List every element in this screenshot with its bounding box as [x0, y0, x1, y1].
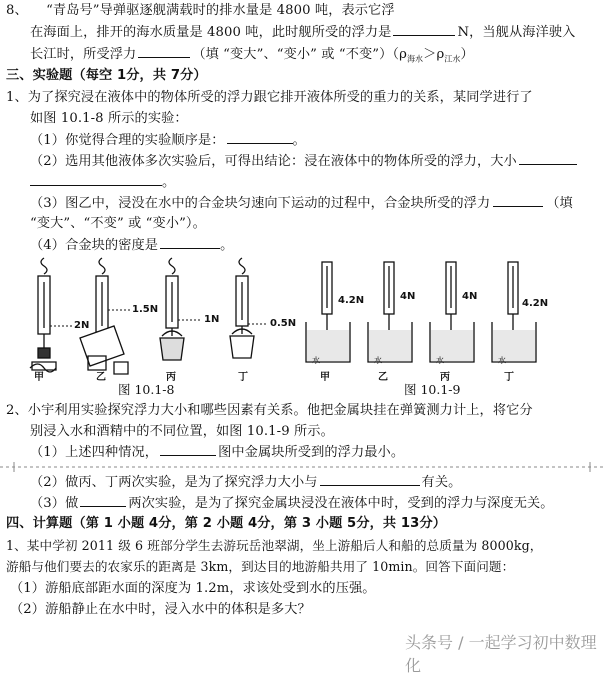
exp1-q1: （1）你觉得合理的实验顺序是： 。 [30, 133, 306, 148]
section-title-calculation: 四、计算题（第 1 小题 4分，第 2 小题 4分，第 3 小题 5分，共 13分） [6, 516, 447, 531]
exp2-q2: （2）做丙、丁两次实验，是为了探究浮力大小与 有关。 [30, 475, 462, 490]
exp2-q1: （1）上述四种情况， 图中金属块所受到的浮力最小。 [30, 445, 405, 460]
reading-jia: 2N [74, 320, 90, 331]
reading-bing: 1N [204, 314, 220, 325]
liquid-yi: 水 [374, 356, 382, 365]
figure-caption-10-1-9: 图 10.1-9 [404, 382, 461, 397]
answer-blank[interactable] [80, 494, 126, 507]
answer-blank[interactable] [30, 173, 162, 186]
answer-blank[interactable] [393, 23, 455, 36]
answer-blank[interactable] [320, 473, 420, 486]
label-fig2-bing: 丙 [440, 372, 450, 383]
watermark-text: 头条号 / 一起学习初中数理化 [405, 633, 597, 675]
answer-blank[interactable] [160, 443, 216, 456]
exp1-q3: （3）图乙中，浸没在水中的合金块匀速向下运动的过程中，合金块所受的浮力 （填 [30, 196, 573, 211]
label-jia: 甲 [34, 372, 44, 383]
label-fig2-jia: 甲 [320, 372, 330, 383]
reading-yi: 1.5N [132, 304, 159, 315]
page-break-divider [0, 462, 605, 472]
calc1-line-2: 游船与他们要去的农家乐的距离是 3km，到达目的地游船共用了 10min。回答下面问题： [6, 559, 515, 574]
liquid-ding: 水 [498, 356, 506, 365]
calc1-q1: （1）游船底部距水面的深度为 1.2m，求该处受到水的压强。 [10, 581, 376, 596]
exp1-line-2: 如图 10.1-8 所示的实验： [30, 111, 188, 126]
exp2-q3: （3）做 两次实验，是为了探究金属块浸没在液体中时，受到的浮力与深度无关。 [30, 496, 554, 511]
exp1-line-1: 1、为了探究浸在液体中的物体所受的浮力跟它排开液体所受的重力的关系，某同学进行了 [6, 90, 533, 105]
reading-fig2-bing: 4N [462, 291, 478, 302]
answer-blank[interactable] [519, 152, 577, 165]
q8-line-2: 在海面上，排开的海水质量是 4800 吨，此时舰所受的浮力是 N，当舰从海洋驶入 [30, 25, 576, 40]
exp1-q2: （2）选用其他液体多次实验后，可得出结论：浸在液体中的物体所受的浮力，大小 [30, 152, 577, 171]
label-fig2-yi: 乙 [378, 372, 388, 383]
figure-10-1-8 [22, 256, 288, 386]
calc1-q2: （2）游船静止在水中时，浸入水中的体积是多大？ [10, 602, 311, 617]
q8-line-1: 8、 “青岛号”导弹驱逐舰满载时的排水量是 4800 吨，表示它浮 [6, 3, 395, 18]
label-yi: 乙 [96, 372, 106, 383]
q8-line-3: 长江时，所受浮力 （填 “变大”、“变小” 或 “不变$”)(\rho_{海水}>\rho_{江水})$ [30, 47, 474, 64]
answer-blank[interactable] [138, 45, 190, 58]
reading-ding: 0.5N [270, 318, 297, 329]
label-bing: 丙 [166, 372, 176, 383]
answer-blank[interactable] [227, 131, 293, 144]
figure-10-1-9 [302, 256, 562, 376]
section-title-experiment: 三、实验题（每空 1分，共 7分） [6, 68, 207, 83]
liquid-jia: 水 [312, 356, 320, 365]
label-ding: 丁 [238, 372, 248, 383]
calc1-line-1: 1、某中学初 2011 级 6 班部分学生去游玩岳池翠湖，坐上游船后人和船的总质量为 8000kg， [6, 538, 543, 553]
exp1-q2-cont: 。 [30, 173, 175, 192]
exp2-line-2: 别浸入水和酒精中的不同位置，如图 10.1-9 所示。 [30, 424, 334, 439]
liquid-bing: 水 [436, 356, 444, 365]
label-fig2-ding: 丁 [504, 372, 514, 383]
exp1-q3-cont: “变大”、“不变” 或 “变小”）。 [30, 216, 206, 231]
reading-fig2-ding: 4.2N [522, 298, 549, 309]
exp1-q4: （4）合金块的密度是 。 [30, 238, 234, 253]
figure-caption-10-1-8: 图 10.1-8 [118, 382, 175, 397]
reading-fig2-yi: 4N [400, 291, 416, 302]
answer-blank[interactable] [160, 236, 220, 249]
exp2-line-1: 2、小宇利用实验探究浮力大小和哪些因素有关系。他把金属块挂在弹簧测力计上，将它分 [6, 403, 533, 418]
reading-fig2-jia: 4.2N [338, 295, 365, 306]
answer-blank[interactable] [493, 194, 543, 207]
